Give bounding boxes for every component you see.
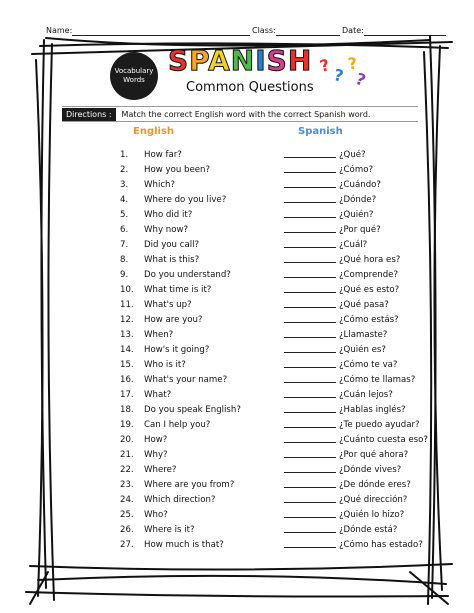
question-mark-icon: ? <box>353 68 369 91</box>
spanish-phrase: ¿Por qué ahora? <box>339 449 409 460</box>
spanish-phrase: ¿Cómo? <box>339 164 374 175</box>
spanish-phrase: ¿Te puedo ayudar? <box>339 419 420 430</box>
english-phrase: Where are you from? <box>144 479 235 490</box>
english-phrase: Why? <box>144 449 168 460</box>
english-phrase: Do you speak English? <box>144 404 241 415</box>
spanish-phrase: ¿Cómo te llamas? <box>339 374 416 385</box>
answer-blank[interactable] <box>284 202 336 203</box>
question-row <box>120 147 440 162</box>
answer-blank[interactable] <box>284 547 336 548</box>
english-phrase: Which? <box>144 179 176 190</box>
answer-blank[interactable] <box>284 487 336 488</box>
spanish-phrase: ¿Por qué? <box>339 224 381 235</box>
title-letter: P <box>189 44 209 77</box>
item-number: 25. <box>120 509 134 520</box>
question-row <box>120 282 440 297</box>
answer-blank[interactable] <box>284 472 336 473</box>
question-row <box>120 297 440 312</box>
spanish-phrase: ¿Dónde está? <box>339 524 398 535</box>
english-phrase: When? <box>144 329 174 340</box>
spanish-phrase: ¿Cuán lejos? <box>339 389 393 400</box>
english-phrase: Why now? <box>144 224 189 235</box>
question-row <box>120 162 440 177</box>
item-number: 16. <box>120 374 134 385</box>
page-title <box>168 44 312 77</box>
question-row <box>120 237 440 252</box>
answer-blank[interactable] <box>284 532 336 533</box>
class-line <box>276 35 340 36</box>
answer-blank[interactable] <box>284 517 336 518</box>
directions-label: Directions : <box>62 108 116 121</box>
spanish-phrase: ¿Dónde vives? <box>339 464 402 475</box>
question-row <box>120 267 440 282</box>
badge-line-1: Vocabulary <box>114 67 154 75</box>
item-number: 9. <box>120 269 129 280</box>
item-number: 8. <box>120 254 129 265</box>
answer-blank[interactable] <box>284 442 336 443</box>
answer-blank[interactable] <box>284 277 336 278</box>
english-column-header: English <box>133 126 175 137</box>
item-number: 24. <box>120 494 134 505</box>
answer-blank[interactable] <box>284 502 336 503</box>
spanish-phrase: ¿Cómo te va? <box>339 359 398 370</box>
english-phrase: What's your name? <box>144 374 228 385</box>
item-number: 21. <box>120 449 134 460</box>
question-row <box>120 522 440 537</box>
english-phrase: What's up? <box>144 299 192 310</box>
answer-blank[interactable] <box>284 247 336 248</box>
question-row <box>120 417 440 432</box>
question-row <box>120 537 440 552</box>
date-line <box>364 35 446 36</box>
question-row <box>120 402 440 417</box>
spanish-phrase: ¿Llamaste? <box>339 329 388 340</box>
answer-blank[interactable] <box>284 307 336 308</box>
question-mark-icon: ? <box>332 65 346 86</box>
worksheet-header <box>46 22 446 38</box>
spanish-phrase: ¿De dónde eres? <box>339 479 411 490</box>
english-phrase: Where do you live? <box>144 194 227 205</box>
question-row <box>120 492 440 507</box>
english-phrase: What time is it? <box>144 284 212 295</box>
question-row <box>120 447 440 462</box>
english-phrase: Which direction? <box>144 494 216 505</box>
spanish-phrase: ¿Qué dirección? <box>339 494 408 505</box>
english-phrase: Where is it? <box>144 524 195 535</box>
spanish-phrase: ¿Qué pasa? <box>339 299 389 310</box>
question-row <box>120 462 440 477</box>
directions-text: Match the correct English word with the correct Spanish word. <box>121 109 371 119</box>
answer-blank[interactable] <box>284 217 336 218</box>
answer-blank[interactable] <box>284 397 336 398</box>
answer-blank[interactable] <box>284 232 336 233</box>
answer-blank[interactable] <box>284 457 336 458</box>
english-phrase: Can I help you? <box>144 419 211 430</box>
spanish-phrase: ¿Qué? <box>339 149 366 160</box>
question-row <box>120 357 440 372</box>
question-row <box>120 192 440 207</box>
title-letter: S <box>168 44 190 77</box>
question-row <box>120 222 440 237</box>
class-label: Class: <box>252 26 276 35</box>
answer-blank[interactable] <box>284 337 336 338</box>
date-label: Date: <box>342 26 364 35</box>
page-subtitle: Common Questions <box>186 80 314 95</box>
question-mark-icon: ? <box>317 55 332 76</box>
spanish-phrase: ¿Cuál? <box>339 239 368 250</box>
spanish-phrase: ¿Dónde? <box>339 194 377 205</box>
answer-blank[interactable] <box>284 382 336 383</box>
answer-blank[interactable] <box>284 172 336 173</box>
item-number: 4. <box>120 194 129 205</box>
english-phrase: Do you understand? <box>144 269 231 280</box>
spanish-phrase: ¿Cómo estás? <box>339 314 399 325</box>
item-number: 2. <box>120 164 129 175</box>
english-phrase: How much is that? <box>144 539 224 550</box>
english-phrase: Did you call? <box>144 239 200 250</box>
english-phrase: How you been? <box>144 164 211 175</box>
item-number: 18. <box>120 404 134 415</box>
question-mark-icon: ? <box>346 53 359 74</box>
vocabulary-words-badge <box>110 52 158 100</box>
english-phrase: How are you? <box>144 314 203 325</box>
spanish-phrase: ¿Cómo has estado? <box>339 539 423 550</box>
name-line <box>72 35 250 36</box>
english-phrase: What is this? <box>144 254 200 265</box>
item-number: 17. <box>120 389 134 400</box>
spanish-phrase: ¿Cuándo? <box>339 179 381 190</box>
directions-bar <box>62 106 418 122</box>
item-number: 6. <box>120 224 129 235</box>
answer-blank[interactable] <box>284 157 336 158</box>
english-phrase: Who? <box>144 509 168 520</box>
item-number: 14. <box>120 344 134 355</box>
answer-blank[interactable] <box>284 352 336 353</box>
spanish-phrase: ¿Qué es esto? <box>339 284 400 295</box>
spanish-column-header: Spanish <box>298 126 343 137</box>
english-phrase: How far? <box>144 149 182 160</box>
spanish-phrase: ¿Quién? <box>339 209 374 220</box>
item-number: 1. <box>120 149 129 160</box>
question-row <box>120 327 440 342</box>
answer-blank[interactable] <box>284 412 336 413</box>
english-phrase: Who is it? <box>144 359 186 370</box>
title-letter: A <box>208 44 231 77</box>
answer-blank[interactable] <box>284 427 336 428</box>
spanish-phrase: ¿Quién lo hizo? <box>339 509 405 520</box>
english-phrase: Where? <box>144 464 177 475</box>
question-row <box>120 207 440 222</box>
english-phrase: Who did it? <box>144 209 193 220</box>
item-number: 15. <box>120 359 134 370</box>
item-number: 26. <box>120 524 134 535</box>
title-letter: S <box>266 44 288 77</box>
question-row <box>120 507 440 522</box>
answer-blank[interactable] <box>284 292 336 293</box>
spanish-phrase: ¿Qué hora es? <box>339 254 401 265</box>
title-letter: I <box>255 44 267 77</box>
item-number: 22. <box>120 464 134 475</box>
title-letter: H <box>287 44 313 77</box>
question-list <box>120 147 440 552</box>
question-row <box>120 252 440 267</box>
answer-blank[interactable] <box>284 322 336 323</box>
question-row <box>120 342 440 357</box>
item-number: 23. <box>120 479 134 490</box>
spanish-phrase: ¿Cuánto cuesta eso? <box>339 434 428 445</box>
spanish-phrase: ¿Hablas inglés? <box>339 404 406 415</box>
item-number: 13. <box>120 329 134 340</box>
question-row <box>120 387 440 402</box>
answer-blank[interactable] <box>284 367 336 368</box>
english-phrase: What? <box>144 389 172 400</box>
item-number: 10. <box>120 284 134 295</box>
question-row <box>120 312 440 327</box>
english-phrase: How's it going? <box>144 344 210 355</box>
item-number: 27. <box>120 539 134 550</box>
english-phrase: How? <box>144 434 168 445</box>
question-row <box>120 177 440 192</box>
name-label: Name: <box>46 26 73 35</box>
question-row <box>120 432 440 447</box>
spanish-phrase: ¿Quién es? <box>339 344 386 355</box>
item-number: 19. <box>120 419 134 430</box>
question-row <box>120 372 440 387</box>
answer-blank[interactable] <box>284 187 336 188</box>
title-letter: N <box>230 44 256 77</box>
item-number: 20. <box>120 434 134 445</box>
item-number: 5. <box>120 209 129 220</box>
item-number: 7. <box>120 239 129 250</box>
badge-line-2: Words <box>123 76 145 84</box>
item-number: 12. <box>120 314 134 325</box>
question-row <box>120 477 440 492</box>
item-number: 3. <box>120 179 129 190</box>
spanish-phrase: ¿Comprende? <box>339 269 399 280</box>
answer-blank[interactable] <box>284 262 336 263</box>
item-number: 11. <box>120 299 134 310</box>
